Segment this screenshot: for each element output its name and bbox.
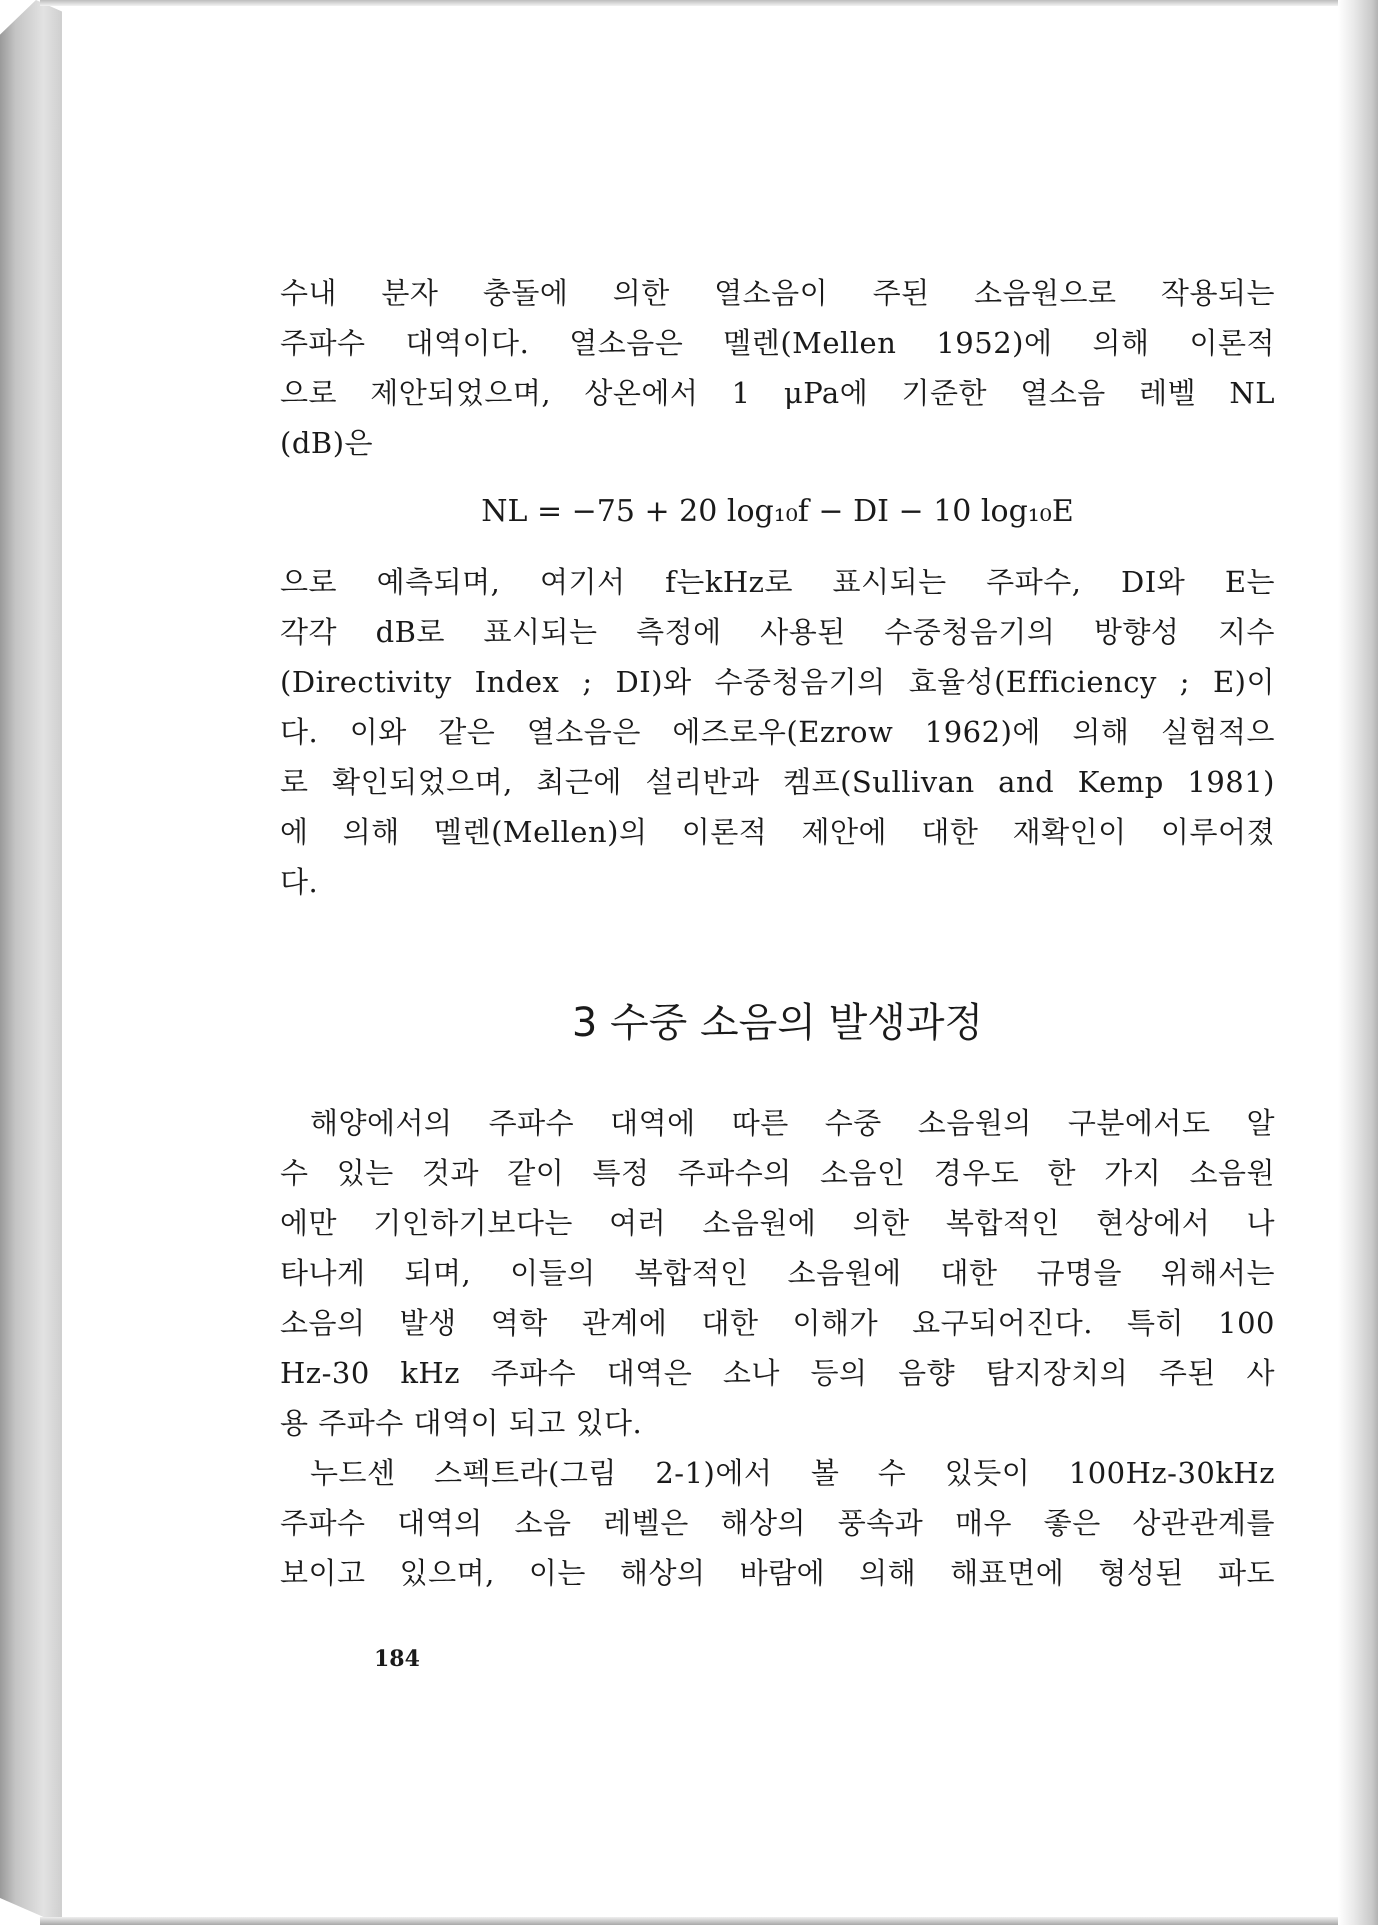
text-line: 에 의해 멜렌(Mellen)의 이론적 제안에 대한 재확인이 이루어졌 — [280, 815, 1275, 849]
text-line: 에만 기인하기보다는 여러 소음원에 의한 복합적인 현상에서 나 — [280, 1206, 1275, 1240]
text-line: Hz-30 kHz 주파수 대역은 소나 등의 음향 탐지장치의 주된 사 — [280, 1356, 1275, 1390]
noise-level-equation: NL = −75 + 20 log₁₀f − DI − 10 log₁₀E — [481, 494, 1074, 529]
text-line: 으로 예측되며, 여기서 f는kHz로 표시되는 주파수, DI와 E는 — [280, 565, 1275, 599]
text-line: 소음의 발생 역학 관계에 대한 이해가 요구되어진다. 특히 100 — [280, 1306, 1275, 1340]
text-line: 수 있는 것과 같이 특정 주파수의 소음인 경우도 한 가지 소음원 — [280, 1156, 1275, 1190]
text-line: 해양에서의 주파수 대역에 따른 수중 소음원의 구분에서도 알 — [310, 1106, 1275, 1140]
text-line: 타나게 되며, 이들의 복합적인 소음원에 대한 규명을 위해서는 — [280, 1256, 1275, 1290]
text-line: 각각 dB로 표시되는 측정에 사용된 수중청음기의 방향성 지수 — [280, 615, 1275, 649]
text-line: (Directivity Index ; DI)와 수중청음기의 효율성(Efficiency ; E)이 — [280, 665, 1275, 699]
book-right-edge — [1338, 0, 1378, 1925]
text-line: 다. — [280, 865, 319, 899]
section-heading: 3 수중 소음의 발생과정 — [571, 1000, 984, 1046]
paragraph-intro — [280, 268, 1275, 468]
book-left-edge — [0, 0, 62, 1925]
book-bottom-edge — [40, 1917, 1350, 1925]
text-line: 보이고 있으며, 이는 해상의 바람에 의해 해표면에 형성된 파도 — [280, 1556, 1275, 1590]
text-line: 수내 분자 충돌에 의한 열소음이 주된 소음원으로 작용되는 — [280, 276, 1275, 310]
paragraph-explanation — [280, 557, 1275, 907]
text-line: 용 주파수 대역이 되고 있다. — [280, 1406, 643, 1440]
page-number: 184 — [374, 1646, 420, 1672]
section-paragraph-2 — [280, 1448, 1275, 1598]
text-line: 로 확인되었으며, 최근에 설리반과 켐프(Sullivan and Kemp 1981) — [280, 765, 1275, 799]
text-line: 으로 제안되었으며, 상온에서 1 μPa에 기준한 열소음 레벨 NL — [280, 376, 1275, 410]
text-line: 주파수 대역이다. 열소음은 멜렌(Mellen 1952)에 의해 이론적 — [280, 326, 1275, 360]
text-line: 누드센 스펙트라(그림 2-1)에서 볼 수 있듯이 100Hz-30kHz — [310, 1456, 1275, 1490]
text-line: 주파수 대역의 소음 레벨은 해상의 풍속과 매우 좋은 상관관계를 — [280, 1506, 1275, 1540]
book-page — [64, 6, 1338, 1917]
text-line: 다. 이와 같은 열소음은 에즈로우(Ezrow 1962)에 의해 실험적으 — [280, 715, 1275, 749]
text-line: (dB)은 — [280, 426, 374, 460]
section-paragraph-1 — [280, 1098, 1275, 1448]
